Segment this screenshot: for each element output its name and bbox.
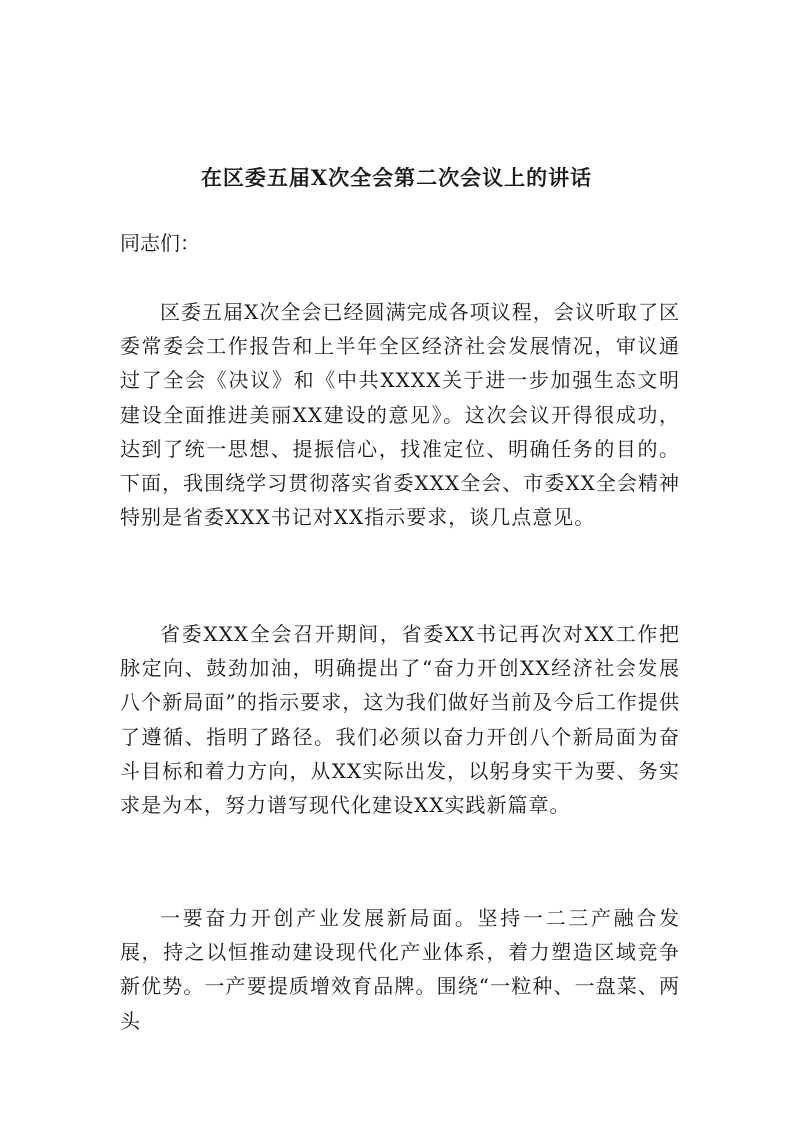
paragraph: 省委XXX全会召开期间，省委XX书记再次对XX工作把脉定向、鼓劲加油，明确提出了“奋力开创XX经济社会发展八个新局面”的指示要求，这为我们做好当前及今后工作提供了遵循、指明了路径。我们必须以奋力开创八个新局面为奋斗目标和着力方向，从XX实际出发，以躬身实干为要、务实求是为本，努力谱写现代化建设XX实践新篇章。 bbox=[120, 622, 680, 818]
document-title: 在区委五届X次全会第二次会议上的讲话 bbox=[200, 165, 593, 190]
paragraph: 区委五届X次全会已经圆满完成各项议程，会议听取了区委常委会工作报告和上半年全区经济社会发展情况，审议通过了全会《决议》和《中共XXXX关于进一步加强生态文明建设全面推进美丽XX建设的意见》。这次会议开得很成功，达到了统一思想、提振信心，找准定位、明确任务的目的。下面，我围绕学习贯彻落实省委XXX全会、市委XX全会精神特别是省委XXX书记对XX指示要求，谈几点意见。 bbox=[120, 300, 680, 530]
paragraph: 一要奋力开创产业发展新局面。坚持一二三产融合发展，持之以恒推动建设现代化产业体系，着力塑造区域竞争新优势。一产要提质增效育品牌。围绕“一粒种、一盘菜、两头 bbox=[120, 906, 680, 1033]
salutation: 同志们： bbox=[120, 231, 200, 255]
